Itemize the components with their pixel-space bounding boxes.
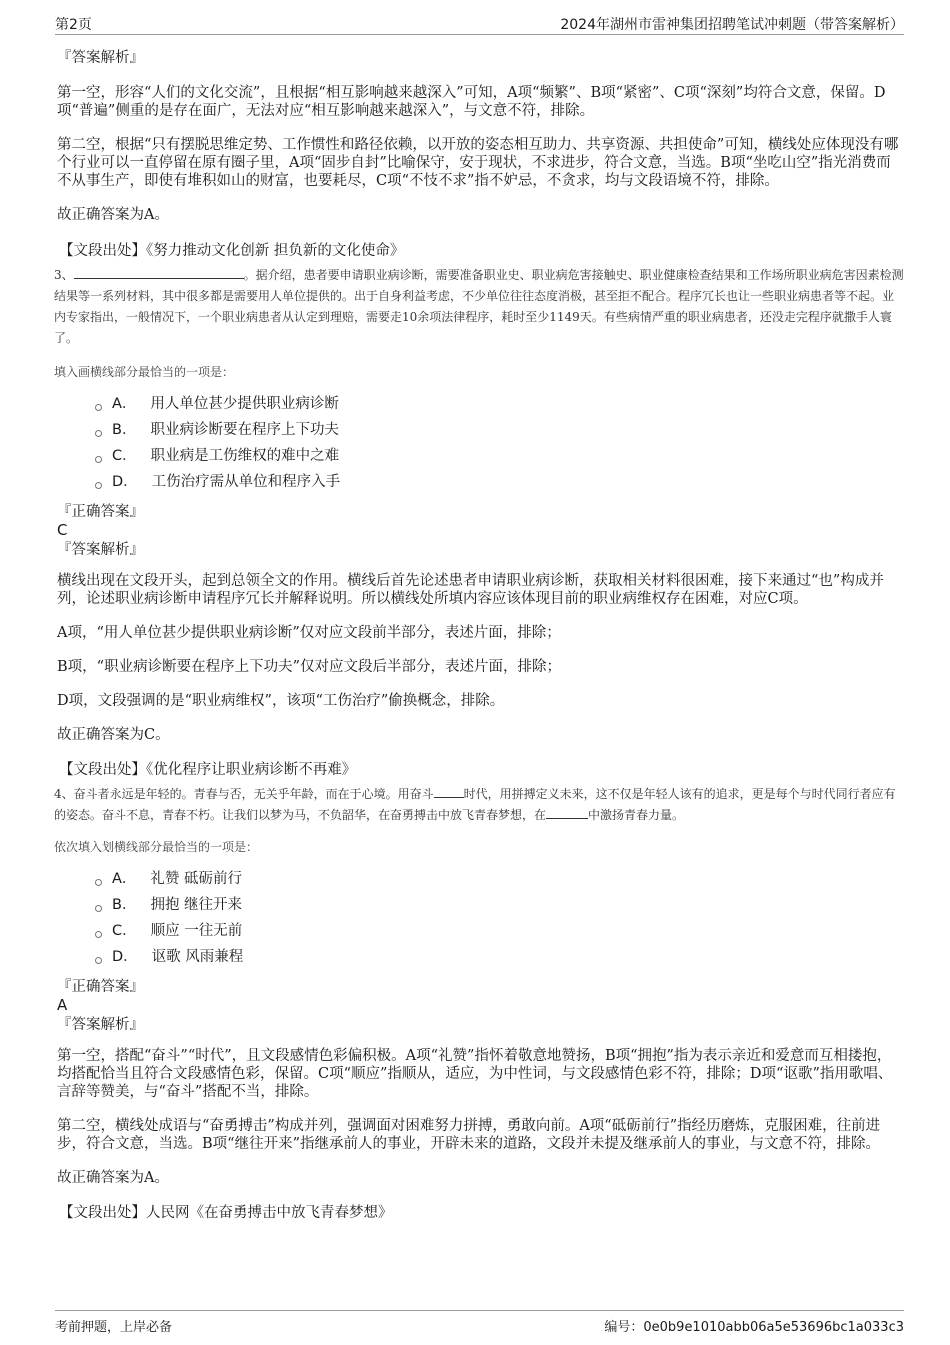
option-letter: D．	[112, 474, 138, 490]
radio-icon[interactable]	[95, 482, 102, 489]
option-letter: B．	[112, 897, 137, 913]
document-title: 2024年湖州市雷神集团招聘笔试冲刺题（带答案解析）	[560, 17, 904, 33]
q4-correct-label: 『正确答案』	[57, 979, 144, 995]
q4-option-b[interactable]	[95, 892, 905, 918]
q3-option-c[interactable]	[95, 443, 905, 469]
q4-options	[57, 866, 905, 970]
radio-icon[interactable]	[95, 957, 102, 964]
option-text: 顺应 一往无前	[150, 923, 243, 939]
q3-text: 。据介绍，患者要申请职业病诊断，需要准备职业史、职业病危害接触史、职业健康检查结果和工作场所职业病危害因素检测结果等一系列材料，其中很多都是需要用人单位提供的。出于自身利益考虑，不少单位往往态度消极，甚至拒不配合。程序冗长也让一些职业病患者等不起。业内专家指出，一般情况下，一个职业病患者从认定到理赔，需要走10余项法律程序，耗时至少1149天。有些病情严重的职业病患者，还没走完程序就撒手人寰了。	[54, 268, 904, 345]
q4-blank-1	[434, 785, 464, 798]
option-letter: C．	[112, 448, 137, 464]
q3-option-b[interactable]	[95, 417, 905, 443]
q4-analysis-p2: 第二空，横线处成语与“奋勇搏击”构成并列，强调面对困难努力拼搏，勇敢向前。A项“砥砺前行”指经历磨炼，克服困难，往前进步，符合文意，当选。B项“继往开来”指继承前人的事业，开辟未来的道路，文段并未提及继承前人的事业，与文意不符，排除。	[57, 1118, 881, 1152]
q3-option-d[interactable]	[95, 469, 905, 495]
q3-option-a[interactable]	[95, 391, 905, 417]
radio-icon[interactable]	[95, 404, 102, 411]
radio-icon[interactable]	[95, 456, 102, 463]
q3-correct-answer: C	[57, 521, 68, 539]
q4-text-1: 4、奋斗者永远是年轻的。青春与否，无关乎年龄，而在于心境。用奋斗	[54, 787, 434, 801]
radio-icon[interactable]	[95, 879, 102, 886]
option-letter: A．	[112, 396, 137, 412]
q4-stem	[54, 784, 905, 826]
option-text: 讴歌 风雨兼程	[151, 949, 244, 965]
q2-analysis-p3: 故正确答案为A。	[57, 207, 169, 223]
q4-correct-answer: A	[57, 996, 68, 1014]
q3-blank	[74, 266, 244, 279]
q2-analysis-label: 『答案解析』	[57, 50, 144, 66]
q3-correct-label: 『正确答案』	[57, 504, 144, 520]
option-letter: C．	[112, 923, 137, 939]
q2-source: 【文段出处】《努力推动文化创新 担负新的文化使命》	[59, 243, 405, 259]
option-letter: A．	[112, 871, 137, 887]
q3-analysis-p3: B项，“职业病诊断要在程序上下功夫”仅对应文段后半部分，表述片面，排除；	[57, 659, 561, 675]
q4-analysis-label: 『答案解析』	[57, 1017, 144, 1033]
q3-analysis-p5: 故正确答案为C。	[57, 727, 170, 743]
q3-instruction: 填入画横线部分最恰当的一项是：	[54, 365, 235, 379]
page-number: 第2页	[55, 17, 92, 33]
page-content	[54, 44, 905, 1222]
q4-option-a[interactable]	[95, 866, 905, 892]
q4-analysis-p1: 第一空，搭配“奋斗”“时代”，且文段感情色彩偏积极。A项“礼赞”指怀着敬意地赞扬，B项“拥抱”指为表示亲近和爱意而互相搂抱，均搭配恰当且符合文段感情色彩，保留。C项“顺应”指顺从，适应，为中性词，与文段感情色彩不符，排除；D项“讴歌”指用歌唱、言辞等赞美，与“奋斗”搭配不当，排除。	[57, 1048, 893, 1100]
option-letter: D．	[112, 949, 138, 965]
document-id-label: 编号：	[604, 1320, 644, 1335]
q4-text-3: 中激扬青春力量。	[588, 808, 685, 822]
footer-slogan: 考前押题，上岸必备	[55, 1320, 173, 1335]
option-text: 职业病诊断要在程序上下功夫	[150, 422, 339, 438]
option-text: 礼赞 砥砺前行	[150, 871, 243, 887]
q4-blank-2	[546, 806, 588, 819]
q4-instruction: 依次填入划横线部分最恰当的一项是：	[54, 840, 259, 854]
q2-analysis-p2: 第二空，根据“只有摆脱思维定势、工作惯性和路径依赖，以开放的姿态相互助力、共享资源、共担使命”可知，横线处应体现没有哪个行业可以一直停留在原有圈子里，A项“固步自封”比喻保守，安于现状，不求进步，符合文意，当选。B项“坐吃山空”指光消费而不从事生产，即使有堆积如山的财富，也要耗尽，C项“不忮不求”指不妒忌，不贪求，均与文段语境不符，排除。	[57, 137, 899, 189]
option-text: 用人单位甚少提供职业病诊断	[150, 396, 339, 412]
q2-analysis-p1: 第一空，形容“人们的文化交流”，且根据“相互影响越来越深入”可知，A项“频繁”、B项“紧密”、C项“深刻”均符合文意，保留。D项“普遍”侧重的是存在面广，无法对应“相互影响越来越深入”，与文意不符，排除。	[57, 85, 886, 119]
q4-source: 【文段出处】人民网《在奋勇搏击中放飞青春梦想》	[59, 1205, 393, 1221]
q3-analysis-p1: 横线出现在文段开头，起到总领全文的作用。横线后首先论述患者申请职业病诊断，获取相关材料很困难，接下来通过“也”构成并列，论述职业病诊断申请程序冗长并解释说明。所以横线处所填内容应该体现目前的职业病维权存在困难，对应C项。	[57, 573, 884, 607]
radio-icon[interactable]	[95, 931, 102, 938]
document-id	[604, 1316, 904, 1335]
q4-analysis-p3: 故正确答案为A。	[57, 1170, 169, 1186]
q3-stem	[54, 265, 905, 349]
page-footer	[55, 1310, 904, 1337]
q3-analysis-p2: A项，“用人单位甚少提供职业病诊断”仅对应文段前半部分，表述片面，排除；	[57, 625, 561, 641]
page-header	[55, 10, 904, 35]
q3-analysis-p4: D项，文段强调的是“职业病维权”，该项“工伤治疗”偷换概念，排除。	[57, 693, 505, 709]
option-text: 职业病是工伤维权的难中之难	[150, 448, 340, 464]
q4-option-d[interactable]	[95, 944, 905, 970]
q4-text-2: 时代，用拼搏定义未来，这不仅是年轻人该有的追求，更是每个与时代同行者应有的姿态。奋斗不息，青春不朽。让我们以梦为马，不负韶华，在奋勇搏击中放飞青春梦想，在	[54, 787, 896, 822]
option-letter: B．	[112, 422, 137, 438]
radio-icon[interactable]	[95, 430, 102, 437]
q4-option-c[interactable]	[95, 918, 905, 944]
q3-number: 3、	[54, 268, 74, 282]
document-id-value: 0e0b9e1010abb06a5e53696bc1a033c3	[643, 1320, 904, 1335]
q3-options	[57, 391, 905, 495]
q3-analysis-label: 『答案解析』	[57, 542, 144, 558]
option-text: 工伤治疗需从单位和程序入手	[151, 474, 341, 490]
q3-source: 【文段出处】《优化程序让职业病诊断不再难》	[59, 762, 357, 778]
radio-icon[interactable]	[95, 905, 102, 912]
option-text: 拥抱 继往开来	[150, 897, 243, 913]
